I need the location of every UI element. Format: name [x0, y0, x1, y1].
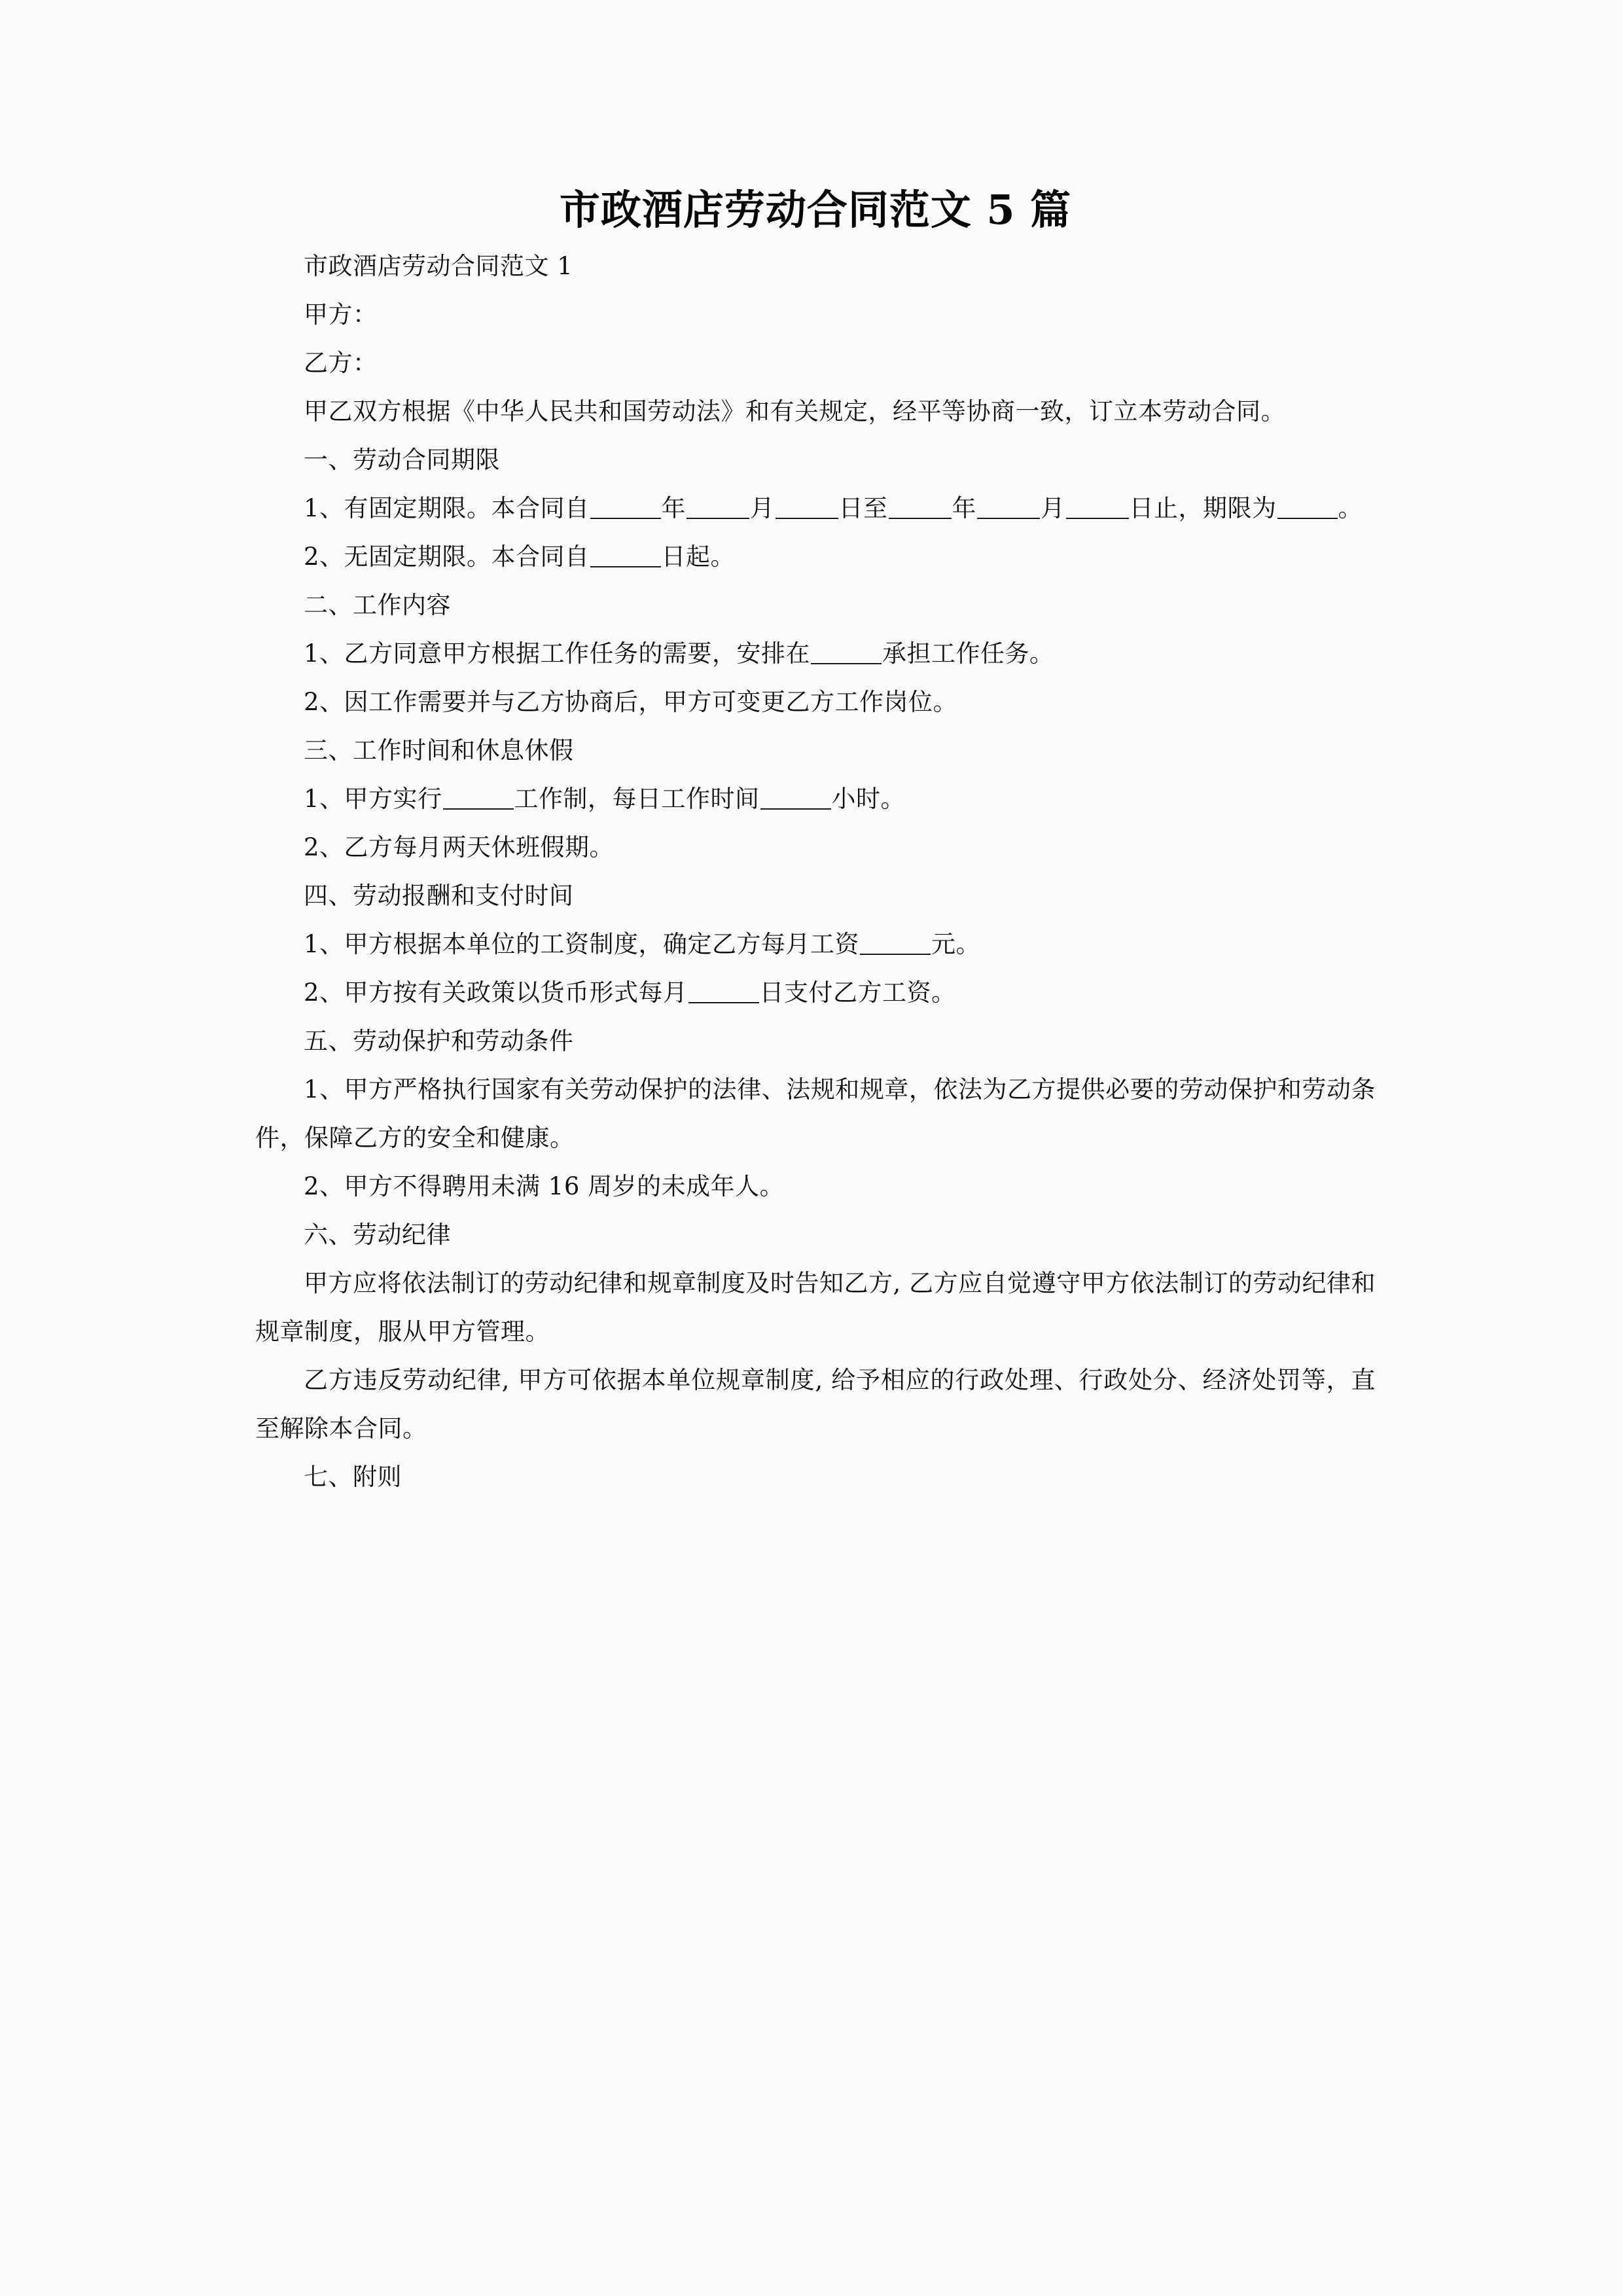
clause-1-1 — [255, 484, 1376, 533]
clause-6-2: 乙方违反劳动纪律, 甲方可依据本单位规章制度, 给予相应的行政处理、行政处分、经济处罚等，直至解除本合同。 — [255, 1365, 1376, 1443]
fill-blank[interactable] — [1277, 518, 1338, 519]
clause-text: 日止，期限为 — [1129, 493, 1277, 522]
clause-text: 月 — [1041, 493, 1065, 522]
section-heading-5: 五、劳动保护和劳动条件 — [304, 1026, 574, 1055]
section-heading-1: 一、劳动合同期限 — [304, 445, 500, 474]
clause-text: 小时。 — [831, 784, 906, 813]
clause-text: 1、甲方实行 — [304, 784, 442, 813]
fill-blank[interactable] — [687, 518, 749, 519]
clause-text: 年 — [661, 493, 687, 522]
preamble-paragraph: 甲乙双方根据《中华人民共和国劳动法》和有关规定，经平等协商一致，订立本劳动合同。 — [304, 397, 1285, 425]
clause-text: 日至 — [838, 493, 888, 522]
fill-blank[interactable] — [776, 518, 838, 519]
clause-text: 1、甲方根据本单位的工资制度，确定乙方每月工资 — [304, 929, 860, 958]
fill-blank[interactable] — [889, 518, 952, 519]
party-a-label: 甲方： — [304, 300, 378, 329]
section-heading-3: 三、工作时间和休息休假 — [304, 736, 574, 764]
clause-3-2: 2、乙方每月两天休班假期。 — [304, 833, 615, 861]
clause-3-1 — [255, 775, 1376, 823]
document-content — [255, 0, 1376, 1501]
page-title: 市政酒店劳动合同范文 5 篇 — [559, 186, 1072, 234]
clause-text: 1、乙方同意甲方根据工作任务的需要，安排在 — [304, 639, 811, 668]
section-heading-2: 二、工作内容 — [304, 590, 451, 619]
clause-text: 年 — [952, 493, 977, 522]
clause-2-2: 2、因工作需要并与乙方协商后，甲方可变更乙方工作岗位。 — [304, 687, 958, 716]
clause-text: 2、无固定期限。本合同自 — [304, 542, 590, 571]
clause-5-2: 2、甲方不得聘用未满 16 周岁的未成年人。 — [304, 1172, 785, 1200]
clause-1-2 — [255, 533, 1376, 581]
fill-blank[interactable] — [760, 808, 831, 810]
fill-blank[interactable] — [688, 1002, 759, 1003]
clause-2-1 — [255, 630, 1376, 678]
fill-blank[interactable] — [590, 566, 661, 567]
clause-text: 2、甲方按有关政策以货币形式每月 — [304, 978, 688, 1007]
clause-6-1: 甲方应将依法制订的劳动纪律和规章制度及时告知乙方, 乙方应自觉遵守甲方依法制订的劳动纪律和规章制度，服从甲方管理。 — [255, 1268, 1376, 1346]
section-heading-6: 六、劳动纪律 — [304, 1220, 451, 1249]
clause-4-1 — [255, 920, 1376, 969]
section-heading-7: 七、附则 — [304, 1462, 402, 1491]
clause-4-2 — [255, 969, 1376, 1017]
clause-text: 日支付乙方工资。 — [759, 978, 956, 1007]
fill-blank[interactable] — [860, 954, 931, 955]
clause-5-1: 1、甲方严格执行国家有关劳动保护的法律、法规和规章，依法为乙方提供必要的劳动保护和劳动条件，保障乙方的安全和健康。 — [255, 1075, 1376, 1152]
fill-blank[interactable] — [443, 808, 514, 810]
document-subtitle: 市政酒店劳动合同范文 1 — [304, 251, 573, 280]
fill-blank[interactable] — [977, 518, 1040, 519]
fill-blank[interactable] — [1066, 518, 1129, 519]
clause-text: 月 — [750, 493, 775, 522]
clause-text: 1、有固定期限。本合同自 — [304, 493, 590, 522]
clause-text: 日起。 — [661, 542, 736, 571]
party-b-label: 乙方： — [304, 348, 378, 377]
clause-text: 元。 — [931, 929, 981, 958]
clause-text: 。 — [1338, 493, 1363, 522]
fill-blank[interactable] — [590, 518, 661, 519]
fill-blank[interactable] — [811, 663, 882, 664]
section-heading-4: 四、劳动报酬和支付时间 — [304, 881, 574, 910]
clause-text: 承担工作任务。 — [882, 639, 1054, 668]
clause-text: 工作制，每日工作时间 — [514, 784, 760, 813]
